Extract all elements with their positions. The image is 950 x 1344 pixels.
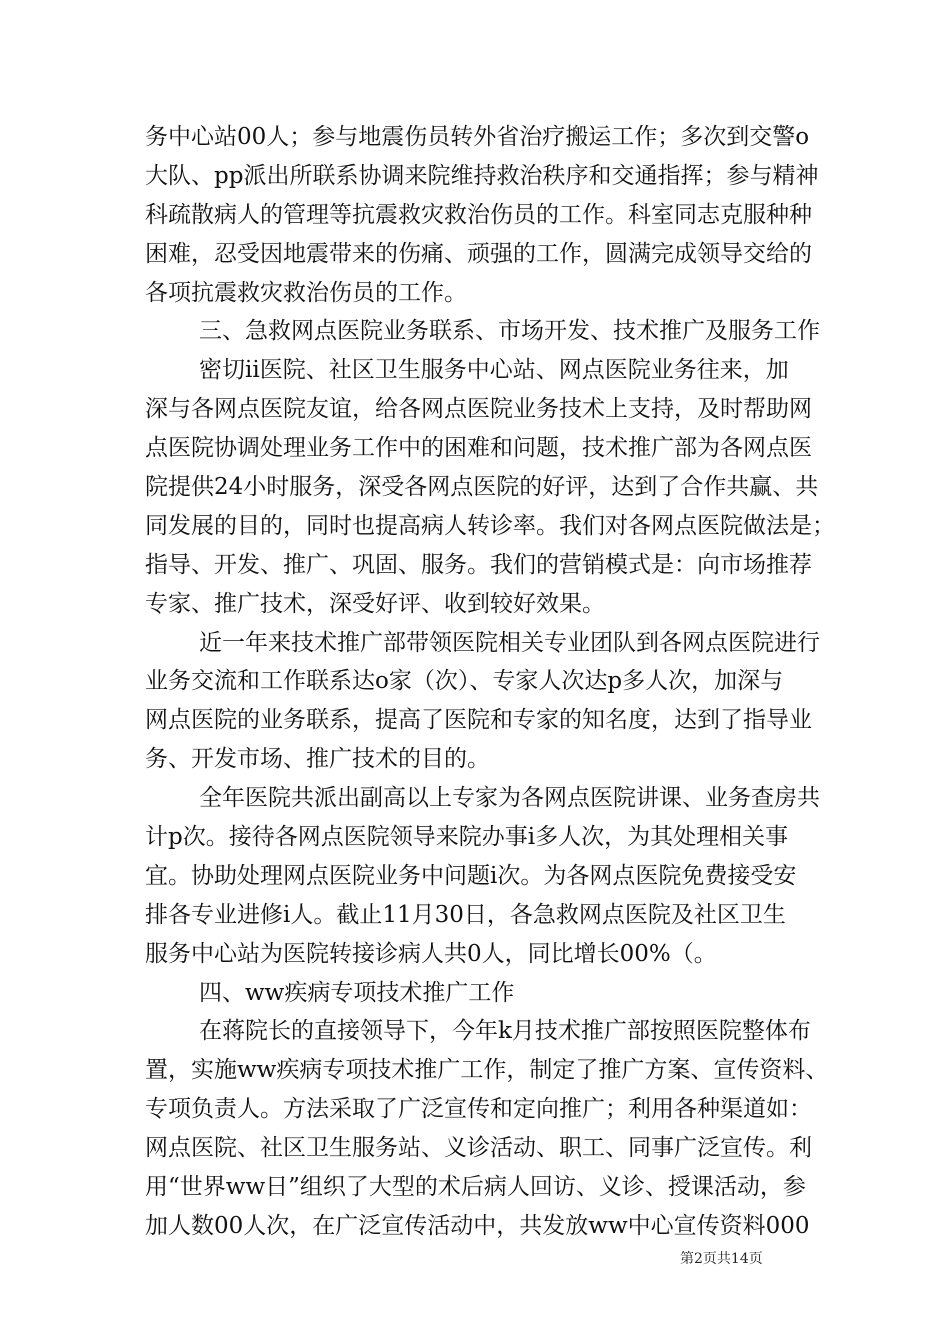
- text-line: 加人数00人次，在广泛宣传活动中，共发放ww中心宣传资料000: [145, 1212, 810, 1239]
- page-number: 第2页共14页: [680, 1251, 763, 1267]
- text-line: 院提供24小时服务，深受各网点医院的好评，达到了合作共赢、共: [145, 474, 819, 501]
- text-line: 宜。协助处理网点医院业务中问题i次。为各网点医院免费接受安: [145, 862, 797, 889]
- text-line: 网点医院、社区卫生服务站、义诊活动、职工、同事广泛宣传。利: [145, 1135, 812, 1162]
- text-line: 困难，忍受因地震带来的伤痛、顽强的工作，圆满完成领导交给的: [145, 240, 812, 267]
- text-line: 深与各网点医院友谊，给各网点医院业务技术上支持，及时帮助网: [145, 396, 812, 423]
- text-line: 计p次。接待各网点医院领导来院办事i多人次，为其处理相关事: [145, 824, 789, 851]
- text-line: 近一年来技术推广部带领医院相关专业团队到各网点医院进行: [199, 629, 820, 656]
- text-line: 服务中心站为医院转接诊病人共0人，同比增长00%（。: [145, 940, 717, 967]
- text-line: 四、ww疾病专项技术推广工作: [199, 979, 515, 1006]
- text-line: 点医院协调处理业务工作中的困难和问题，技术推广部为各网点医: [145, 435, 812, 462]
- text-line: 排各专业进修i人。截止11月30日，各急救网点医院及社区卫生: [145, 901, 786, 928]
- text-line: 在蒋院长的直接领导下，今年k月技术推广部按照医院整体布: [199, 1018, 811, 1045]
- text-line: 大队、pp派出所联系协调来院维持救治秩序和交通指挥；参与精神: [145, 162, 819, 189]
- text-line: 用“世界ww日”组织了大型的术后病人回访、义诊、授课活动，参: [145, 1174, 806, 1201]
- text-line: 全年医院共派出副高以上专家为各网点医院讲课、业务查房共: [199, 785, 820, 812]
- text-line: 三、急救网点医院业务联系、市场开发、技术推广及服务工作: [199, 318, 820, 345]
- text-line: 密切ii医院、社区卫生服务中心站、网点医院业务往来，加: [199, 357, 789, 384]
- text-line: 务中心站00人；参与地震伤员转外省治疗搬运工作；多次到交警o: [145, 124, 810, 150]
- text-line: 科疏散病人的管理等抗震救灾救治伤员的工作。科室同志克服种种: [145, 201, 812, 228]
- text-line: 业务交流和工作联系达o家（次）、专家人次达p多人次，加深与: [145, 668, 784, 695]
- document-body: [145, 118, 835, 1246]
- text-line: 务、开发市场、推广技术的目的。: [145, 746, 490, 773]
- text-line: 指导、开发、推广、巩固、服务。我们的营销模式是：向市场推荐: [145, 551, 812, 578]
- text-line: 同发展的目的，同时也提高病人转诊率。我们对各网点医院做法是；: [145, 512, 835, 539]
- text-line: 网点医院的业务联系，提高了医院和专家的知名度，达到了指导业: [145, 707, 812, 734]
- text-line: 专家、推广技术，深受好评、收到较好效果。: [145, 590, 605, 617]
- text-line: 置，实施ww疾病专项技术推广工作，制定了推广方案、宣传资料、: [145, 1057, 829, 1084]
- text-line: 专项负责人。方法采取了广泛宣传和定向推广；利用各种渠道如：: [145, 1096, 812, 1123]
- text-line: 各项抗震救灾救治伤员的工作。: [145, 279, 467, 306]
